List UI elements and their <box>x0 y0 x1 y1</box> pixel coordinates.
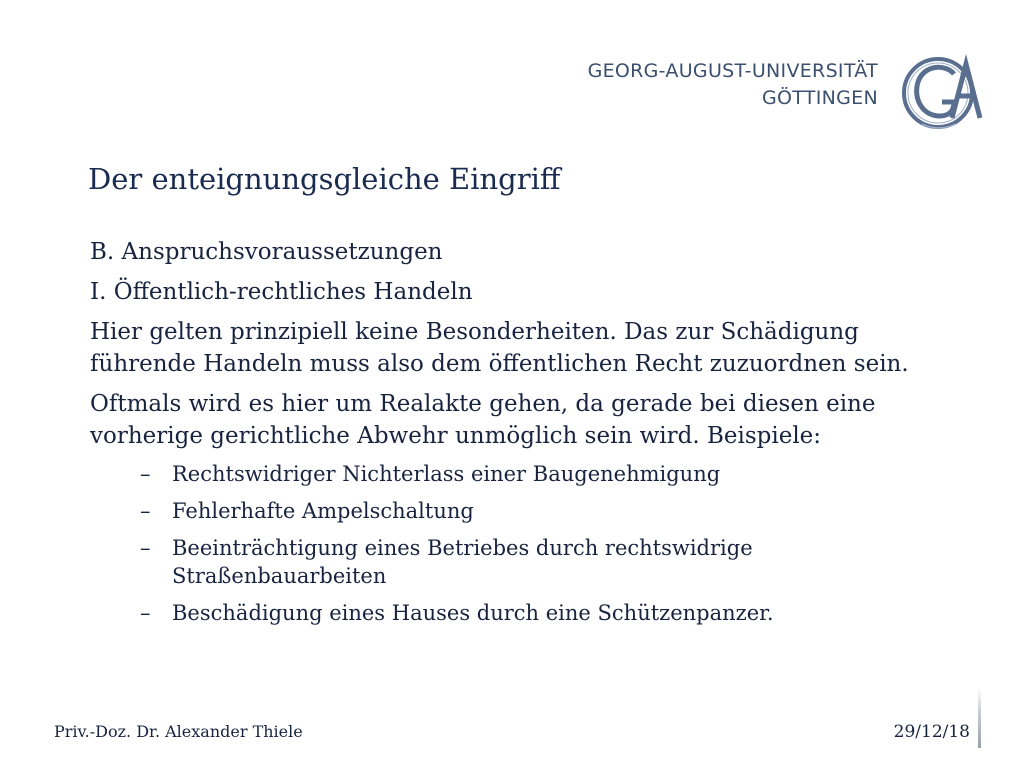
university-name-line1: GEORG-AUGUST-UNIVERSITÄT <box>587 60 878 82</box>
list-item <box>90 599 950 627</box>
list-item-text: Beeinträchtigung eines Betriebes durch rechtswidrige Straßenbauarbeiten <box>172 536 753 588</box>
footer-divider <box>978 688 981 748</box>
list-item-text: Beschädigung eines Hauses durch eine Schützenpanzer. <box>172 601 774 625</box>
paragraph-principle: Hier gelten prinzipiell keine Besonderheiten. Das zur Schädigung führende Handeln muss also dem öffentlichen Recht zuzuordnen sein. <box>90 319 909 377</box>
paragraph-realakte: Oftmals wird es hier um Realakte gehen, da gerade bei diesen eine vorherige gerichtliche Abwehr unmöglich sein wird. Beispiele: <box>90 391 876 449</box>
footer-date: 29/12/18 <box>893 722 970 742</box>
heading-section-b: B. Anspruchsvoraussetzungen <box>90 239 443 265</box>
list-item <box>90 460 950 488</box>
list-item-text: Rechtswidriger Nichterlass einer Baugenehmigung <box>172 462 721 486</box>
list-item <box>90 534 950 590</box>
university-seal-icon <box>896 50 988 136</box>
list-item-text: Fehlerhafte Ampelschaltung <box>172 499 474 523</box>
university-name-line2: GÖTTINGEN <box>761 87 878 109</box>
footer-author: Priv.-Doz. Dr. Alexander Thiele <box>54 722 303 741</box>
university-name <box>588 58 878 112</box>
slide-title: Der enteignungsgleiche Eingriff <box>88 162 561 196</box>
list-item <box>90 497 950 525</box>
dash-bullet: – <box>140 536 151 560</box>
heading-section-i: I. Öffentlich-rechtliches Handeln <box>90 279 473 305</box>
dash-bullet: – <box>140 462 151 486</box>
examples-list <box>90 460 950 627</box>
dash-bullet: – <box>140 499 151 523</box>
dash-bullet: – <box>140 601 151 625</box>
slide-content <box>90 236 950 636</box>
